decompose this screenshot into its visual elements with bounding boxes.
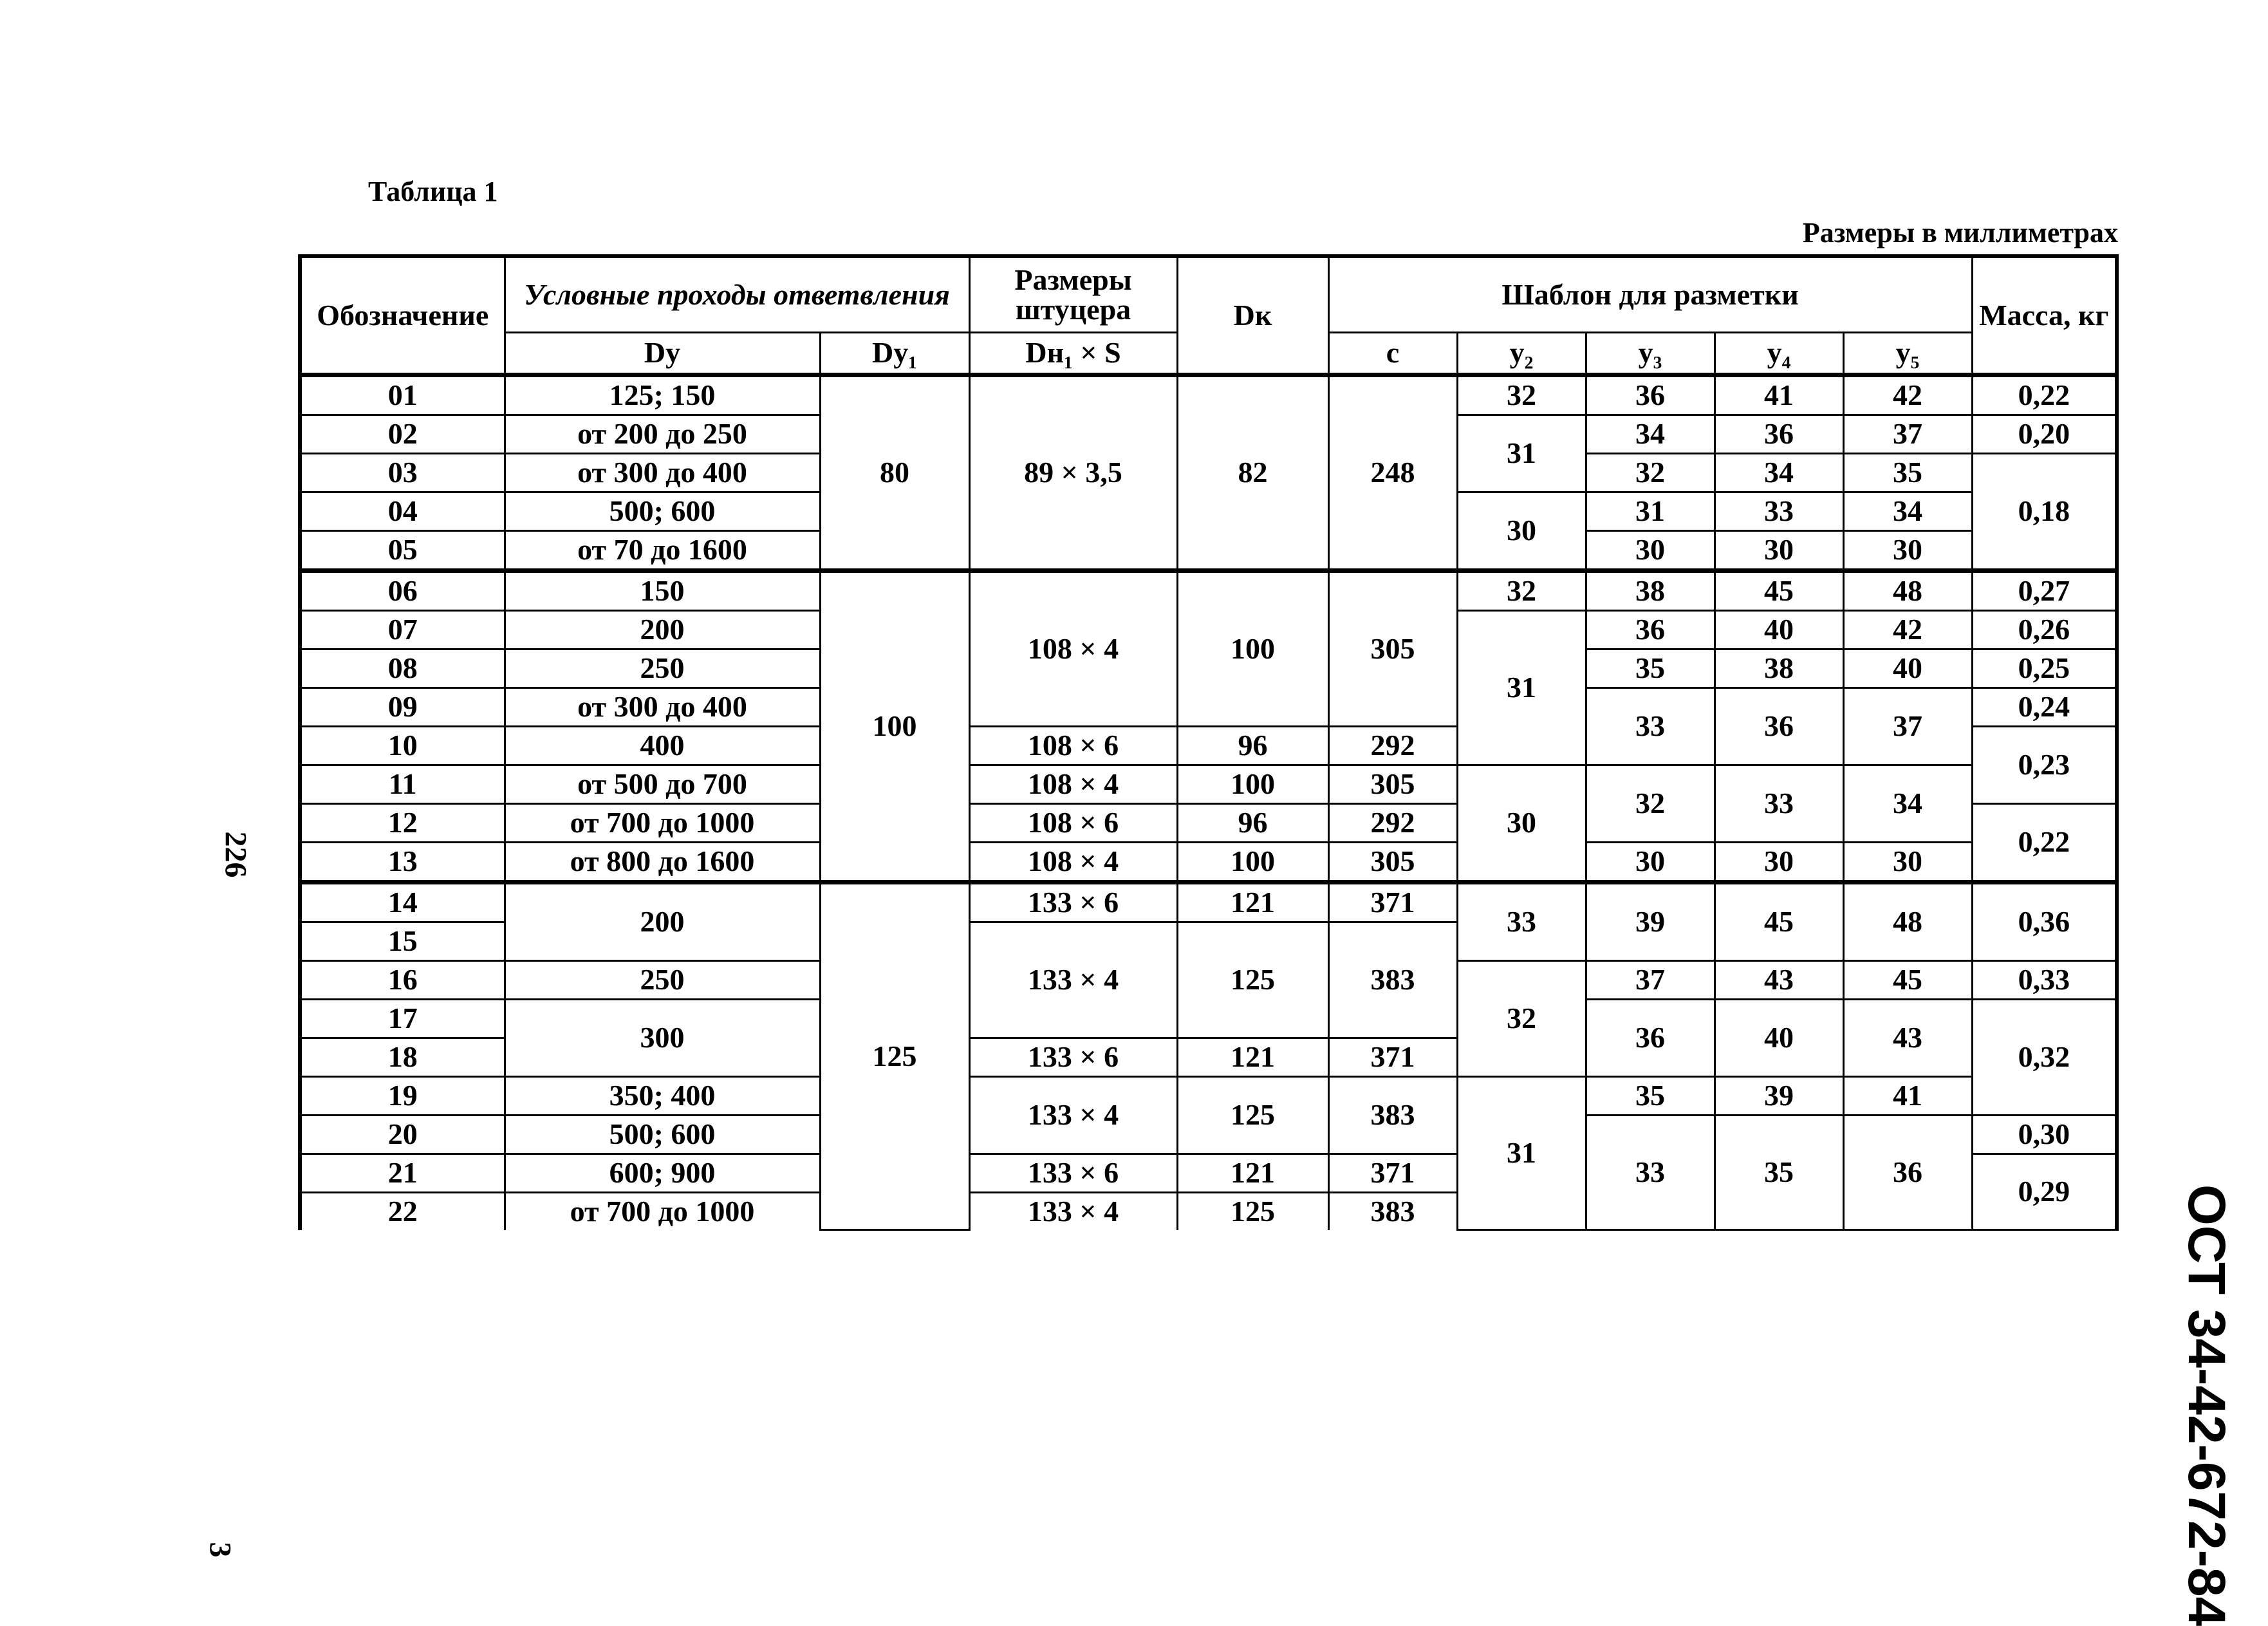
cell-dy: 500; 600	[505, 1115, 820, 1154]
cell-y4: 45	[1715, 570, 1843, 610]
cell-dy: от 800 до 1600	[505, 842, 820, 882]
cell-c: 305	[1328, 842, 1457, 882]
cell-mass: 0,25	[1972, 649, 2117, 687]
cell-dk: 96	[1177, 803, 1328, 842]
cell-mass: 0,27	[1972, 570, 2117, 610]
table-row	[300, 765, 2117, 803]
cell-mass: 0,24	[1972, 687, 2117, 726]
table-row	[300, 1076, 2117, 1115]
cell-y4: 39	[1715, 1076, 1843, 1115]
cell-mass: 0,22	[1972, 803, 2117, 882]
cell-id: 04	[300, 492, 505, 530]
cell-dn-s: 89 × 3,5	[969, 375, 1177, 570]
cell-y3: 31	[1586, 492, 1715, 530]
units-note: Размеры в миллиметрах	[1802, 217, 2118, 248]
cell-y5: 48	[1843, 882, 1972, 960]
cell-y5: 45	[1843, 960, 1972, 999]
cell-y5: 42	[1843, 375, 1972, 415]
cell-c: 305	[1328, 570, 1457, 726]
cell-dn-s: 133 × 6	[969, 1154, 1177, 1192]
cell-mass: 0,32	[1972, 999, 2117, 1115]
cell-mass: 0,20	[1972, 415, 2117, 453]
cell-y2: 31	[1457, 415, 1586, 492]
table-row	[300, 842, 2117, 882]
cell-dn-s: 133 × 6	[969, 882, 1177, 922]
cell-dk: 121	[1177, 882, 1328, 922]
cell-dy: от 300 до 400	[505, 453, 820, 492]
cell-y3: 32	[1586, 765, 1715, 842]
cell-id: 15	[300, 922, 505, 960]
header-dk: Dк	[1177, 256, 1328, 375]
cell-y3: 34	[1586, 415, 1715, 453]
cell-y3: 39	[1586, 882, 1715, 960]
cell-id: 19	[300, 1076, 505, 1115]
cell-y4: 36	[1715, 687, 1843, 765]
cell-id: 07	[300, 610, 505, 649]
cell-mass: 0,29	[1972, 1154, 2117, 1230]
cell-y5: 48	[1843, 570, 1972, 610]
cell-y3: 35	[1586, 649, 1715, 687]
cell-y3: 35	[1586, 1076, 1715, 1115]
standard-code: ОСТ 34-42-672-84	[2177, 1184, 2236, 1626]
cell-c: 371	[1328, 882, 1457, 922]
cell-mass: 0,23	[1972, 726, 2117, 803]
cell-dn-s: 108 × 4	[969, 570, 1177, 726]
cell-y4: 43	[1715, 960, 1843, 999]
cell-y3: 36	[1586, 610, 1715, 649]
cell-y5: 34	[1843, 765, 1972, 842]
cell-dy: от 70 до 1600	[505, 530, 820, 570]
cell-y5: 36	[1843, 1115, 1972, 1230]
cell-mass: 0,22	[1972, 375, 2117, 415]
cell-y5: 42	[1843, 610, 1972, 649]
cell-dk: 96	[1177, 726, 1328, 765]
cell-dn-s: 133 × 6	[969, 1038, 1177, 1076]
cell-y3: 30	[1586, 530, 1715, 570]
cell-dn-s: 133 × 4	[969, 1076, 1177, 1154]
cell-y3: 33	[1586, 687, 1715, 765]
cell-c: 383	[1328, 922, 1457, 1038]
cell-dy: 125; 150	[505, 375, 820, 415]
cell-dy: 400	[505, 726, 820, 765]
cell-c: 292	[1328, 803, 1457, 842]
cell-dk: 121	[1177, 1154, 1328, 1192]
cell-id: 22	[300, 1192, 505, 1230]
cell-id: 14	[300, 882, 505, 922]
cell-y2: 32	[1457, 375, 1586, 415]
cell-mass: 0,30	[1972, 1115, 2117, 1154]
header-dy: Dy	[505, 332, 820, 375]
cell-c: 383	[1328, 1076, 1457, 1154]
cell-id: 17	[300, 999, 505, 1038]
table-row	[300, 570, 2117, 610]
cell-id: 01	[300, 375, 505, 415]
cell-dy: от 700 до 1000	[505, 1192, 820, 1230]
header-designation: Обозначение	[300, 256, 505, 375]
cell-dy: 200	[505, 610, 820, 649]
cell-dy: 250	[505, 960, 820, 999]
cell-id: 20	[300, 1115, 505, 1154]
cell-y4: 40	[1715, 610, 1843, 649]
table-caption: Таблица 1	[368, 176, 498, 207]
cell-dk: 100	[1177, 765, 1328, 803]
cell-y4: 34	[1715, 453, 1843, 492]
cell-id: 05	[300, 530, 505, 570]
cell-y4: 30	[1715, 530, 1843, 570]
cell-c: 371	[1328, 1038, 1457, 1076]
cell-dk: 82	[1177, 375, 1328, 570]
cell-dn-s: 108 × 6	[969, 803, 1177, 842]
page-number: 226	[218, 831, 253, 878]
cell-dk: 125	[1177, 1192, 1328, 1230]
table-row	[300, 375, 2117, 415]
cell-id: 18	[300, 1038, 505, 1076]
cell-y3: 30	[1586, 842, 1715, 882]
cell-y2: 31	[1457, 1076, 1586, 1230]
header-y4: y₄	[1715, 332, 1843, 375]
cell-y3: 38	[1586, 570, 1715, 610]
cell-id: 09	[300, 687, 505, 726]
cell-dk: 125	[1177, 922, 1328, 1038]
cell-mass: 0,33	[1972, 960, 2117, 999]
cell-c: 305	[1328, 765, 1457, 803]
cell-id: 03	[300, 453, 505, 492]
cell-y5: 40	[1843, 649, 1972, 687]
cell-y5: 37	[1843, 687, 1972, 765]
cell-dn-s: 133 × 4	[969, 922, 1177, 1038]
cell-y3: 33	[1586, 1115, 1715, 1230]
cell-y4: 40	[1715, 999, 1843, 1076]
cell-y4: 30	[1715, 842, 1843, 882]
cell-y3: 32	[1586, 453, 1715, 492]
cell-dy: 250	[505, 649, 820, 687]
header-mass: Масса, кг	[1972, 256, 2117, 375]
cell-id: 08	[300, 649, 505, 687]
cell-y2: 33	[1457, 882, 1586, 960]
cell-c: 292	[1328, 726, 1457, 765]
cell-dy: 200	[505, 882, 820, 960]
cell-mass: 0,36	[1972, 882, 2117, 960]
cell-c: 248	[1328, 375, 1457, 570]
cell-y5: 34	[1843, 492, 1972, 530]
cell-mass: 0,26	[1972, 610, 2117, 649]
cell-y4: 33	[1715, 492, 1843, 530]
cell-dk: 125	[1177, 1076, 1328, 1154]
cell-id: 06	[300, 570, 505, 610]
header-y3: y₃	[1586, 332, 1715, 375]
cell-y3: 37	[1586, 960, 1715, 999]
cell-y4: 38	[1715, 649, 1843, 687]
cell-dy: 350; 400	[505, 1076, 820, 1115]
cell-c: 383	[1328, 1192, 1457, 1230]
cell-mass: 0,18	[1972, 453, 2117, 570]
cell-dy1: 100	[820, 570, 969, 882]
cell-dn-s: 108 × 4	[969, 842, 1177, 882]
cell-dn-s: 108 × 6	[969, 726, 1177, 765]
cell-dy: от 200 до 250	[505, 415, 820, 453]
folio-number: 3	[203, 1542, 237, 1558]
cell-y2: 32	[1457, 960, 1586, 1076]
header-y2: y₂	[1457, 332, 1586, 375]
cell-id: 12	[300, 803, 505, 842]
cell-id: 02	[300, 415, 505, 453]
cell-y2: 30	[1457, 492, 1586, 570]
cell-y5: 43	[1843, 999, 1972, 1076]
cell-y3: 36	[1586, 375, 1715, 415]
cell-dy: 600; 900	[505, 1154, 820, 1192]
header-dn-s: Dн₁ × S	[969, 332, 1177, 375]
cell-dn-s: 133 × 4	[969, 1192, 1177, 1230]
cell-dk: 100	[1177, 570, 1328, 726]
table-row	[300, 882, 2117, 922]
cell-dk: 121	[1177, 1038, 1328, 1076]
cell-y5: 41	[1843, 1076, 1972, 1115]
cell-id: 10	[300, 726, 505, 765]
cell-y4: 41	[1715, 375, 1843, 415]
cell-dy: от 300 до 400	[505, 687, 820, 726]
header-branch-passes: Условные проходы ответвления	[505, 256, 969, 332]
cell-dn-s: 108 × 4	[969, 765, 1177, 803]
cell-dy1: 80	[820, 375, 969, 570]
cell-y5: 35	[1843, 453, 1972, 492]
cell-y5: 30	[1843, 842, 1972, 882]
header-y5: y₅	[1843, 332, 1972, 375]
cell-id: 11	[300, 765, 505, 803]
cell-y2: 30	[1457, 765, 1586, 882]
cell-y4: 35	[1715, 1115, 1843, 1230]
cell-dk: 100	[1177, 842, 1328, 882]
cell-id: 16	[300, 960, 505, 999]
cell-y2: 31	[1457, 610, 1586, 765]
cell-dy: от 700 до 1000	[505, 803, 820, 842]
cell-y5: 37	[1843, 415, 1972, 453]
cell-dy: 150	[505, 570, 820, 610]
cell-id: 21	[300, 1154, 505, 1192]
cell-y2: 32	[1457, 570, 1586, 610]
cell-dy: 500; 600	[505, 492, 820, 530]
cell-dy1: 125	[820, 882, 969, 1230]
dimensions-table	[298, 254, 2119, 1231]
cell-y4: 45	[1715, 882, 1843, 960]
cell-y5: 30	[1843, 530, 1972, 570]
header-dy1: Dy₁	[820, 332, 969, 375]
cell-dy: от 500 до 700	[505, 765, 820, 803]
cell-y4: 33	[1715, 765, 1843, 842]
header-c: c	[1328, 332, 1457, 375]
cell-y4: 36	[1715, 415, 1843, 453]
cell-dy: 300	[505, 999, 820, 1076]
cell-id: 13	[300, 842, 505, 882]
cell-y3: 36	[1586, 999, 1715, 1076]
header-fitting-size: Размеры штуцера	[969, 256, 1177, 332]
cell-c: 371	[1328, 1154, 1457, 1192]
header-template: Шаблон для разметки	[1328, 256, 1972, 332]
